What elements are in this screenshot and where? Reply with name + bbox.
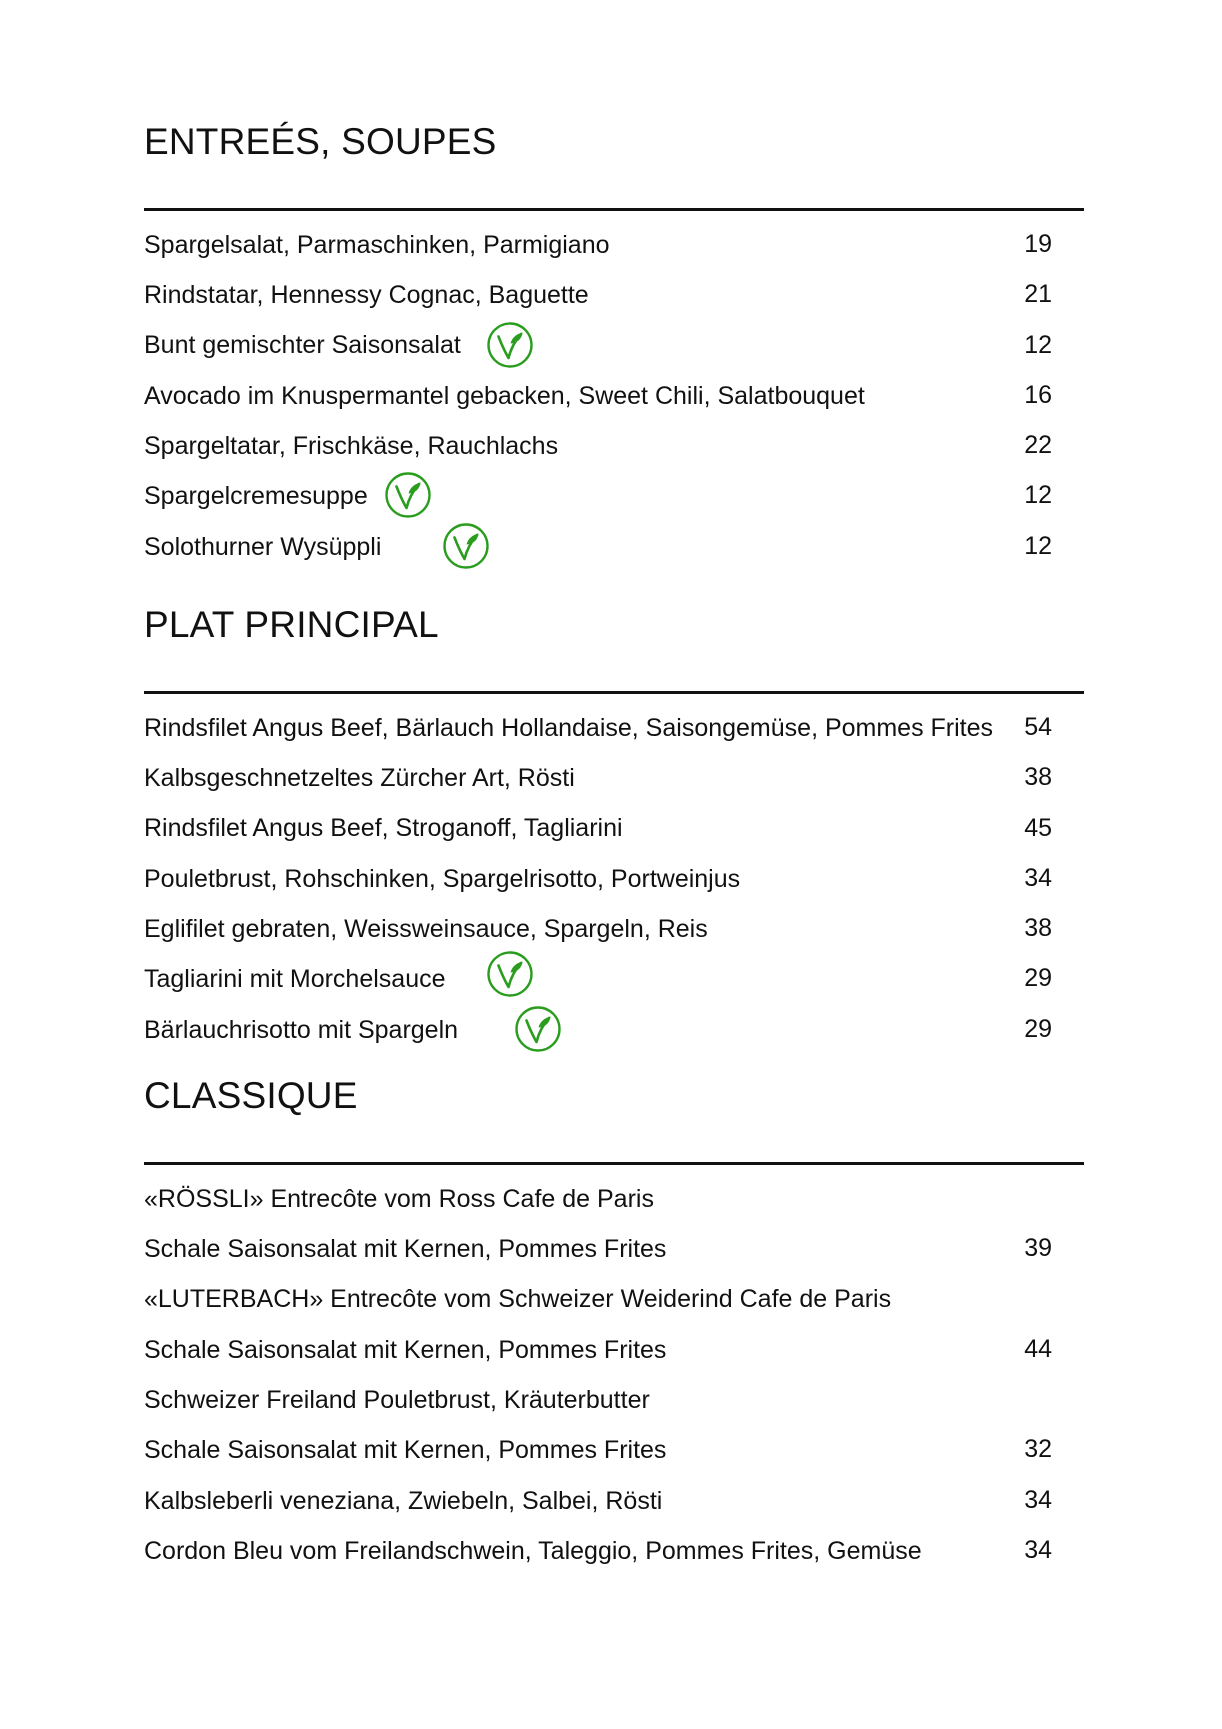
menu-item-name: Bunt gemischter Saisonsalat [144,331,461,360]
menu-item-price: 12 [1024,330,1052,359]
menu-item [144,521,1084,571]
vegetarian-icon [442,522,490,570]
menu-item-name: «LUTERBACH» Entrecôte vom Schweizer Weiderind Cafe de Paris [144,1285,892,1314]
menu-item-name: Pouletbrust, Rohschinken, Spargelrisotto, Portweinjus [144,864,741,893]
menu-item-name: Avocado im Knuspermantel gebacken, Sweet Chili, Salatbouquet [144,381,865,410]
menu-item-list [144,1173,1084,1575]
menu-item [144,1374,1084,1424]
menu-item-name: Bärlauchrisotto mit Spargeln [144,1015,459,1044]
menu-item [144,752,1084,802]
menu-item-price: 34 [1024,863,1052,892]
menu-item-price: 22 [1024,431,1052,460]
menu-item-name: Spargeltatar, Frischkäse, Rauchlachs [144,432,559,461]
menu-item-price: 21 [1024,280,1052,309]
section-title: PLAT PRINCIPAL [144,604,439,645]
menu-item-price: 39 [1024,1234,1052,1263]
menu-item [144,1274,1084,1324]
menu-item-name: Schale Saisonsalat mit Kernen, Pommes Frites [144,1235,667,1264]
section-entrees-soupes [144,118,1084,571]
menu-item-name: Rindstatar, Hennessy Cognac, Baguette [144,281,589,310]
menu-item [144,370,1084,420]
section-divider [144,691,1084,694]
menu-item-price: 38 [1024,914,1052,943]
menu-item-price: 12 [1024,531,1052,560]
menu-item [144,1525,1084,1575]
menu-item-name: Rindsfilet Angus Beef, Stroganoff, Tagliarini [144,814,623,843]
menu-item-name: Spargelsalat, Parmaschinken, Parmigiano [144,230,610,259]
menu-item-name: «RÖSSLI» Entrecôte vom Ross Cafe de Paris [144,1184,654,1213]
menu-item-name: Kalbsgeschnetzeltes Zürcher Art, Rösti [144,764,575,793]
section-divider [144,208,1084,211]
menu-item-list [144,219,1084,571]
menu-item [144,269,1084,319]
section-divider [144,1162,1084,1165]
vegetarian-icon [486,321,534,369]
menu-item-name: Schweizer Freiland Pouletbrust, Kräuterbutter [144,1386,650,1415]
menu-item [144,1004,1084,1054]
menu-item [144,903,1084,953]
menu-item [144,470,1084,520]
menu-item-name: Schale Saisonsalat mit Kernen, Pommes Frites [144,1335,667,1364]
menu-item-name: Eglifilet gebraten, Weissweinsauce, Spargeln, Reis [144,915,708,944]
menu-item [144,702,1084,752]
menu-item-price: 54 [1024,713,1052,741]
menu-item [144,420,1084,470]
menu-item-price: 12 [1024,481,1052,510]
menu-item-list [144,702,1084,1054]
vegetarian-icon [486,950,534,998]
menu-item-price: 16 [1024,380,1052,409]
vegetarian-icon [384,471,432,519]
section-classique [144,1072,1084,1575]
menu-item-name: Cordon Bleu vom Freilandschwein, Taleggio, Pommes Frites, Gemüse [144,1536,922,1565]
menu-item-price: 34 [1024,1485,1052,1514]
menu-item-price: 44 [1024,1334,1052,1363]
vegetarian-icon [514,1005,562,1053]
menu-item-name: Kalbsleberli veneziana, Zwiebeln, Salbei, Rösti [144,1486,663,1515]
menu-item [144,803,1084,853]
menu-item [144,1173,1084,1223]
menu-item-price: 38 [1024,763,1052,792]
section-plat-principal [144,601,1084,1054]
menu-item [144,1424,1084,1474]
section-title: ENTREÉS, SOUPES [144,121,497,162]
menu-item-price: 29 [1024,964,1052,993]
menu-item-price: 32 [1024,1435,1052,1464]
menu-item-name: Schale Saisonsalat mit Kernen, Pommes Frites [144,1436,667,1465]
menu-item-name: Spargelcremesuppe [144,482,368,511]
menu-item-name: Solothurner Wysüppli [144,532,382,561]
menu-item [144,219,1084,269]
section-title: CLASSIQUE [144,1075,358,1116]
menu-item-name: Rindsfilet Angus Beef, Bärlauch Hollandaise, Saisongemüse, Pommes Frites [144,713,994,742]
menu-item [144,1475,1084,1525]
menu-item [144,320,1084,370]
menu-item [144,1223,1084,1273]
menu-item-price: 34 [1024,1536,1052,1565]
menu-item [144,853,1084,903]
menu-item-price: 29 [1024,1014,1052,1043]
menu-item-price: 45 [1024,813,1052,842]
menu-item [144,953,1084,1003]
menu-item [144,1324,1084,1374]
menu-item-price: 19 [1024,230,1052,258]
menu-item-name: Tagliarini mit Morchelsauce [144,965,446,994]
